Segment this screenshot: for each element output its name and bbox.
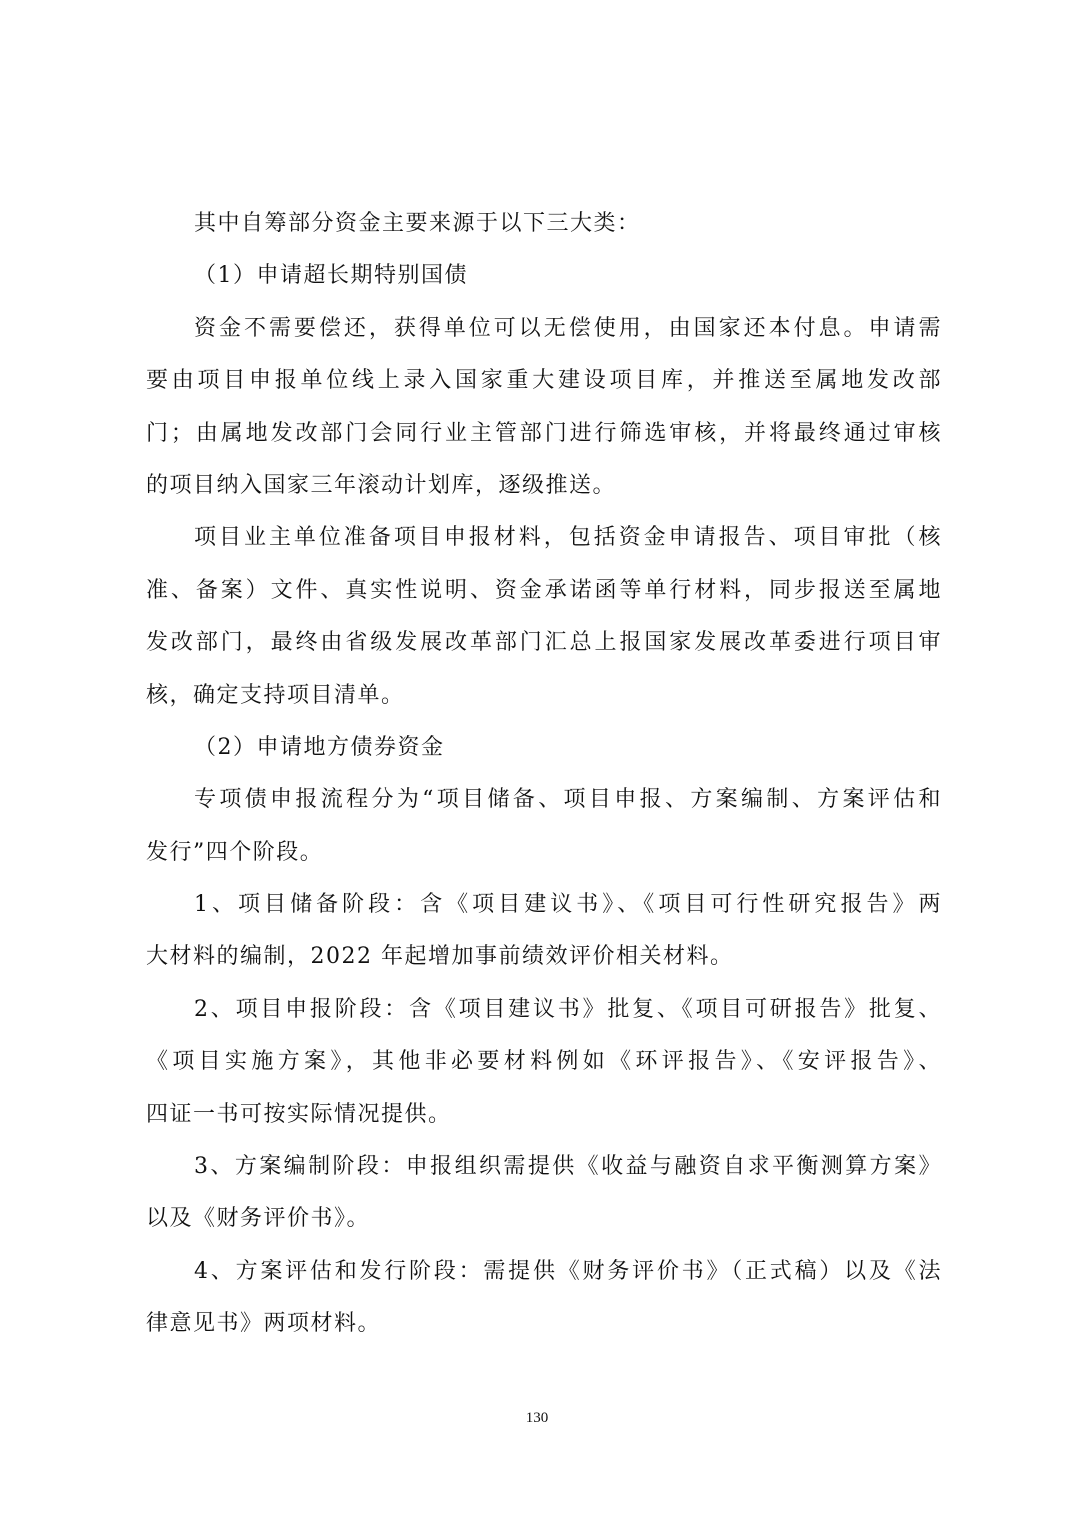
list-item-line: 4、方案评估和发行阶段：需提供《财务评价书》（正式稿）以及《法	[194, 1258, 942, 1284]
list-item-line: 2、项目申报阶段：含《项目建议书》批复、《项目可研报告》批复、	[194, 996, 942, 1022]
list-item-line: 3、方案编制阶段：申报组织需提供《收益与融资自求平衡测算方案》	[194, 1154, 942, 1180]
document-body	[146, 198, 942, 1351]
heading-local-bonds: （2）申请地方债券资金	[194, 734, 445, 760]
paragraph-line: 门；由属地发改部门会同行业主管部门进行筛选审核，并将最终通过审核	[146, 420, 942, 446]
list-item-line: 以及《财务评价书》。	[146, 1206, 371, 1232]
list-item-line: 四证一书可按实际情况提供。	[146, 1101, 452, 1127]
paragraph-intro-line: 其中自筹部分资金主要来源于以下三大类：	[194, 211, 641, 236]
list-item-line: 1、项目储备阶段：含《项目建议书》、《项目可行性研究报告》两	[194, 892, 942, 918]
paragraph-line: 专项债申报流程分为“项目储备、项目申报、方案编制、方案评估和	[194, 787, 942, 813]
paragraph-line: 资金不需要偿还，获得单位可以无偿使用，由国家还本付息。申请需	[194, 315, 942, 341]
paragraph-line: 项目业主单位准备项目申报材料，包括资金申请报告、项目审批（核	[194, 525, 942, 551]
page-number: 130	[525, 1410, 549, 1426]
paragraph-line: 发行”四个阶段。	[146, 839, 324, 865]
heading-special-treasury-bonds: （1）申请超长期特别国债	[194, 263, 468, 289]
list-item-line: 《项目实施方案》，其他非必要材料例如《环评报告》、《安评报告》、	[146, 1049, 942, 1075]
list-item-line: 大材料的编制，2022 年起增加事前绩效评价相关材料。	[146, 944, 734, 970]
paragraph-line: 要由项目申报单位线上录入国家重大建设项目库，并推送至属地发改部	[146, 368, 942, 394]
paragraph-line: 准、备案）文件、真实性说明、资金承诺函等单行材料，同步报送至属地	[146, 577, 942, 603]
list-item-line: 律意见书》两项材料。	[146, 1311, 382, 1337]
paragraph-line: 的项目纳入国家三年滚动计划库，逐级推送。	[146, 472, 617, 498]
paragraph-line: 发改部门，最终由省级发展改革部门汇总上报国家发展改革委进行项目审	[146, 630, 942, 656]
paragraph-line: 核，确定支持项目清单。	[146, 682, 405, 708]
